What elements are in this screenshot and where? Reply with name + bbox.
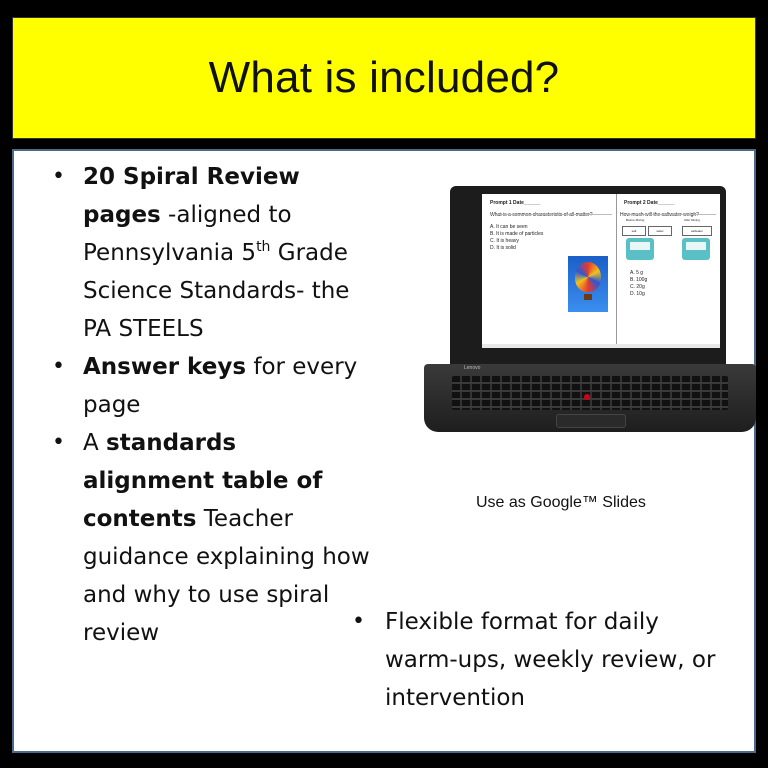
list-item xyxy=(50,424,370,652)
item-text: Teacher guidance explaining how and why to use spiral review xyxy=(83,506,370,646)
prompt-1-option: D. It is solid xyxy=(490,245,516,251)
prompt-1-heading: Prompt 1 Date______ xyxy=(490,200,541,206)
keyboard xyxy=(452,376,728,410)
prompt-2-panel xyxy=(616,194,720,348)
scale-icon xyxy=(682,238,710,260)
list-item xyxy=(50,158,370,348)
item-text: Flexible format for daily warm-ups, weekly review, or intervention xyxy=(385,609,716,711)
laptop-image xyxy=(424,186,756,436)
prompt-2-option: D. 10g xyxy=(630,291,645,297)
laptop-base xyxy=(424,364,756,432)
water-box: water xyxy=(648,226,672,236)
item-text: -aligned to Pennsylvania 5 xyxy=(83,202,292,266)
trackpoint-icon xyxy=(584,394,590,400)
scale-icon xyxy=(626,238,654,260)
laptop-lid xyxy=(450,186,726,366)
prompt-1-option: C. It is heavy xyxy=(490,238,519,244)
after-mixing-label: After Mixing xyxy=(684,218,700,222)
laptop-screen xyxy=(482,194,720,348)
before-mixing-label: Before Mixing xyxy=(626,218,645,222)
extra-feature-list xyxy=(352,603,732,717)
hot-air-balloon-image xyxy=(568,256,608,312)
prompt-2-option: A. 5 g xyxy=(630,270,644,276)
bullet-icon: • xyxy=(352,609,365,634)
item-bold: standards alignment table of contents xyxy=(83,430,323,532)
prompt-2-question: How much will the saltwater weigh? xyxy=(620,212,699,218)
laptop-brand-logo: Lenovo xyxy=(464,365,481,371)
item-text-continued: Grade Science Standards- the PA STEELS xyxy=(83,240,350,342)
title-banner xyxy=(12,17,756,139)
prompt-2-option: B. 100g xyxy=(630,277,648,283)
bullet-icon: • xyxy=(52,430,65,455)
salt-box: salt xyxy=(622,226,646,236)
touchpad xyxy=(556,414,626,428)
bullet-icon: • xyxy=(52,354,65,379)
item-superscript: th xyxy=(256,239,271,255)
prompt-2-option: C. 20g xyxy=(630,284,645,290)
google-slides-caption: Use as Google™ Slides xyxy=(476,494,646,511)
list-item xyxy=(50,348,370,424)
prompt-1-panel xyxy=(482,194,617,348)
bullet-icon: • xyxy=(52,164,65,189)
feature-list xyxy=(50,158,370,652)
list-item xyxy=(352,603,732,717)
page-title: What is included? xyxy=(208,53,560,102)
saltwater-box: saltwater xyxy=(682,226,712,236)
item-prefix: A xyxy=(83,430,107,456)
item-text: for every page xyxy=(83,354,358,418)
item-bold: Answer keys xyxy=(83,354,247,380)
prompt-1-question: What is a common characteristic of all matter? xyxy=(490,212,593,218)
prompt-1-option: B. It is made of particles xyxy=(490,231,544,237)
prompt-1-option: A. It can be seen xyxy=(490,224,528,230)
item-bold: 20 Spiral Review pages xyxy=(83,164,300,228)
prompt-2-heading: Prompt 2 Date______ xyxy=(624,200,675,206)
